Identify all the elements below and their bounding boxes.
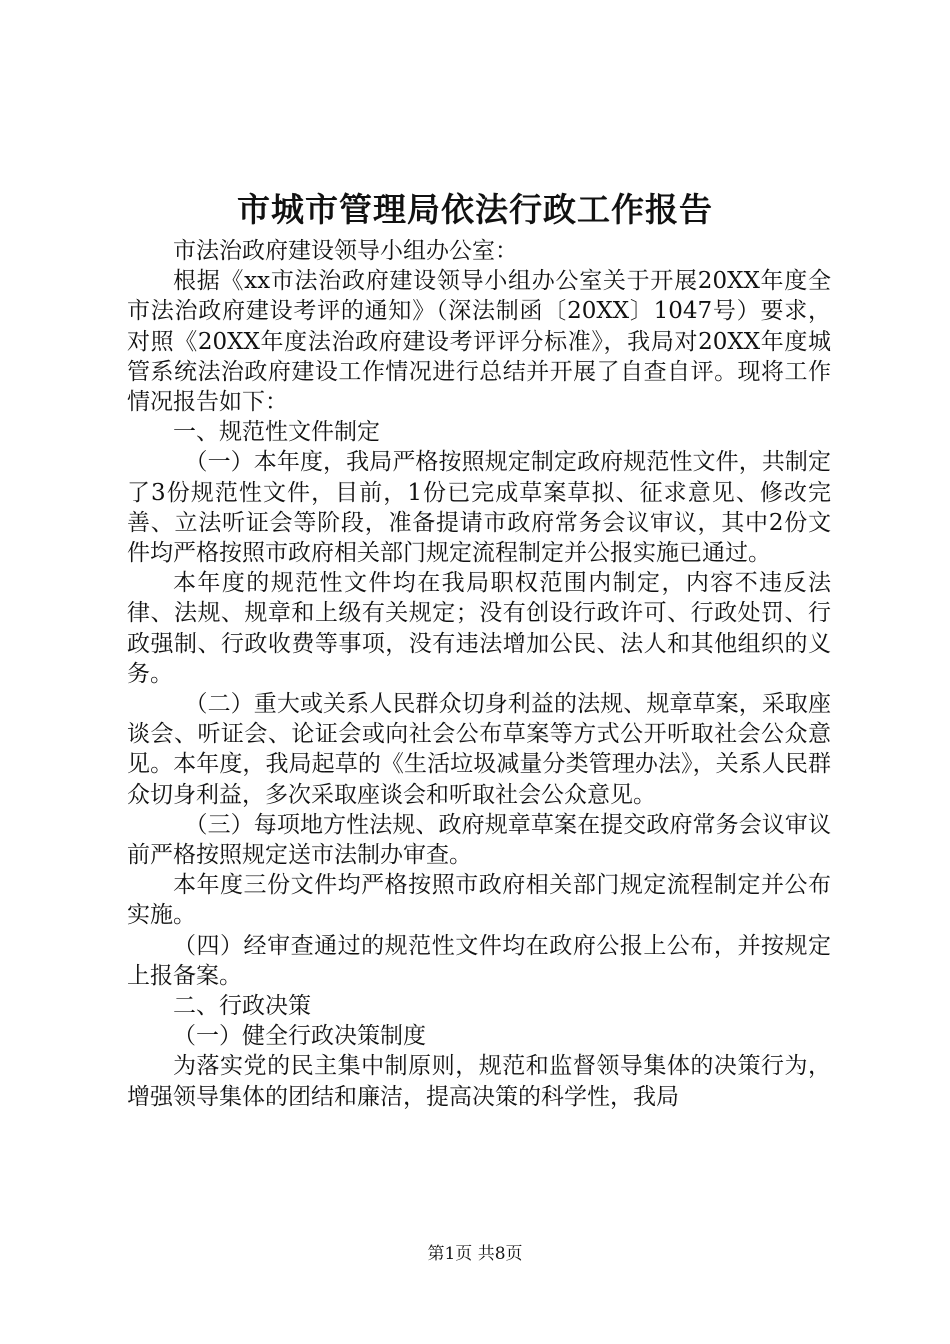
paragraph-1-2: （二）重大或关系人民群众切身利益的法规、规章草案，采取座谈会、听证会、论证会或向社会公布草案等方式公开听取社会公众意见。本年度，我局起草的《生活垃圾减量分类管理办法》，关系人民群众切身利益，多次采取座谈会和听取社会公众意见。 [127,691,831,808]
paragraph-2-1: 为落实党的民主集中制原则，规范和监督领导集体的决策行为，增强领导集体的团结和廉洁，提高决策的科学性，我局 [127,1053,831,1110]
paragraph-intro: 根据《xx市法治政府建设领导小组办公室关于开展20XX年度全市法治政府建设考评的通知》（深法制函〔20XX〕1047号）要求，对照《20XX年度法治政府建设考评评分标准》，我局对20XX年度城管系统法治政府建设工作情况进行总结并开展了自查自评。现将工作情况报告如下： [127,268,831,416]
page-footer: 第1页 共8页 [427,1244,523,1264]
section-heading-2: 二、行政决策 [173,993,311,1020]
paragraph-1-3: （三）每项地方性法规、政府规章草案在提交政府常务会议审议前严格按照规定送市法制办审查。 [127,811,831,869]
paragraph-1-1: （一）本年度，我局严格按照规定制定政府规范性文件，共制定了3份规范性文件，目前，1份已完成草案草拟、征求意见、修改完善、立法听证会等阶段，准备提请市政府常务会议审议，其中2份文件均严格按照市政府相关部门规定流程制定并公报实施已通过。 [127,449,831,567]
section-heading-1: 一、规范性文件制定 [173,419,380,446]
subsection-heading-2-1: （一）健全行政决策制度 [173,1023,426,1050]
paragraph-1-3-note: 本年度三份文件均严格按照市政府相关部门规定流程制定并公布实施。 [127,872,831,929]
document-body [127,236,831,1112]
paragraph-addressee: 市法治政府建设领导小组办公室： [173,238,518,264]
document-title: 市城市管理局依法行政工作报告 [237,190,713,229]
paragraph-1-1-note: 本年度的规范性文件均在我局职权范围内制定，内容不违反法律、法规、规章和上级有关规定；没有创设行政许可、行政处罚、行政强制、行政收费等事项，没有违法增加公民、法人和其他组织的义务。 [127,570,831,687]
paragraph-1-4: （四）经审查通过的规范性文件均在政府公报上公布，并按规定上报备案。 [127,932,831,989]
